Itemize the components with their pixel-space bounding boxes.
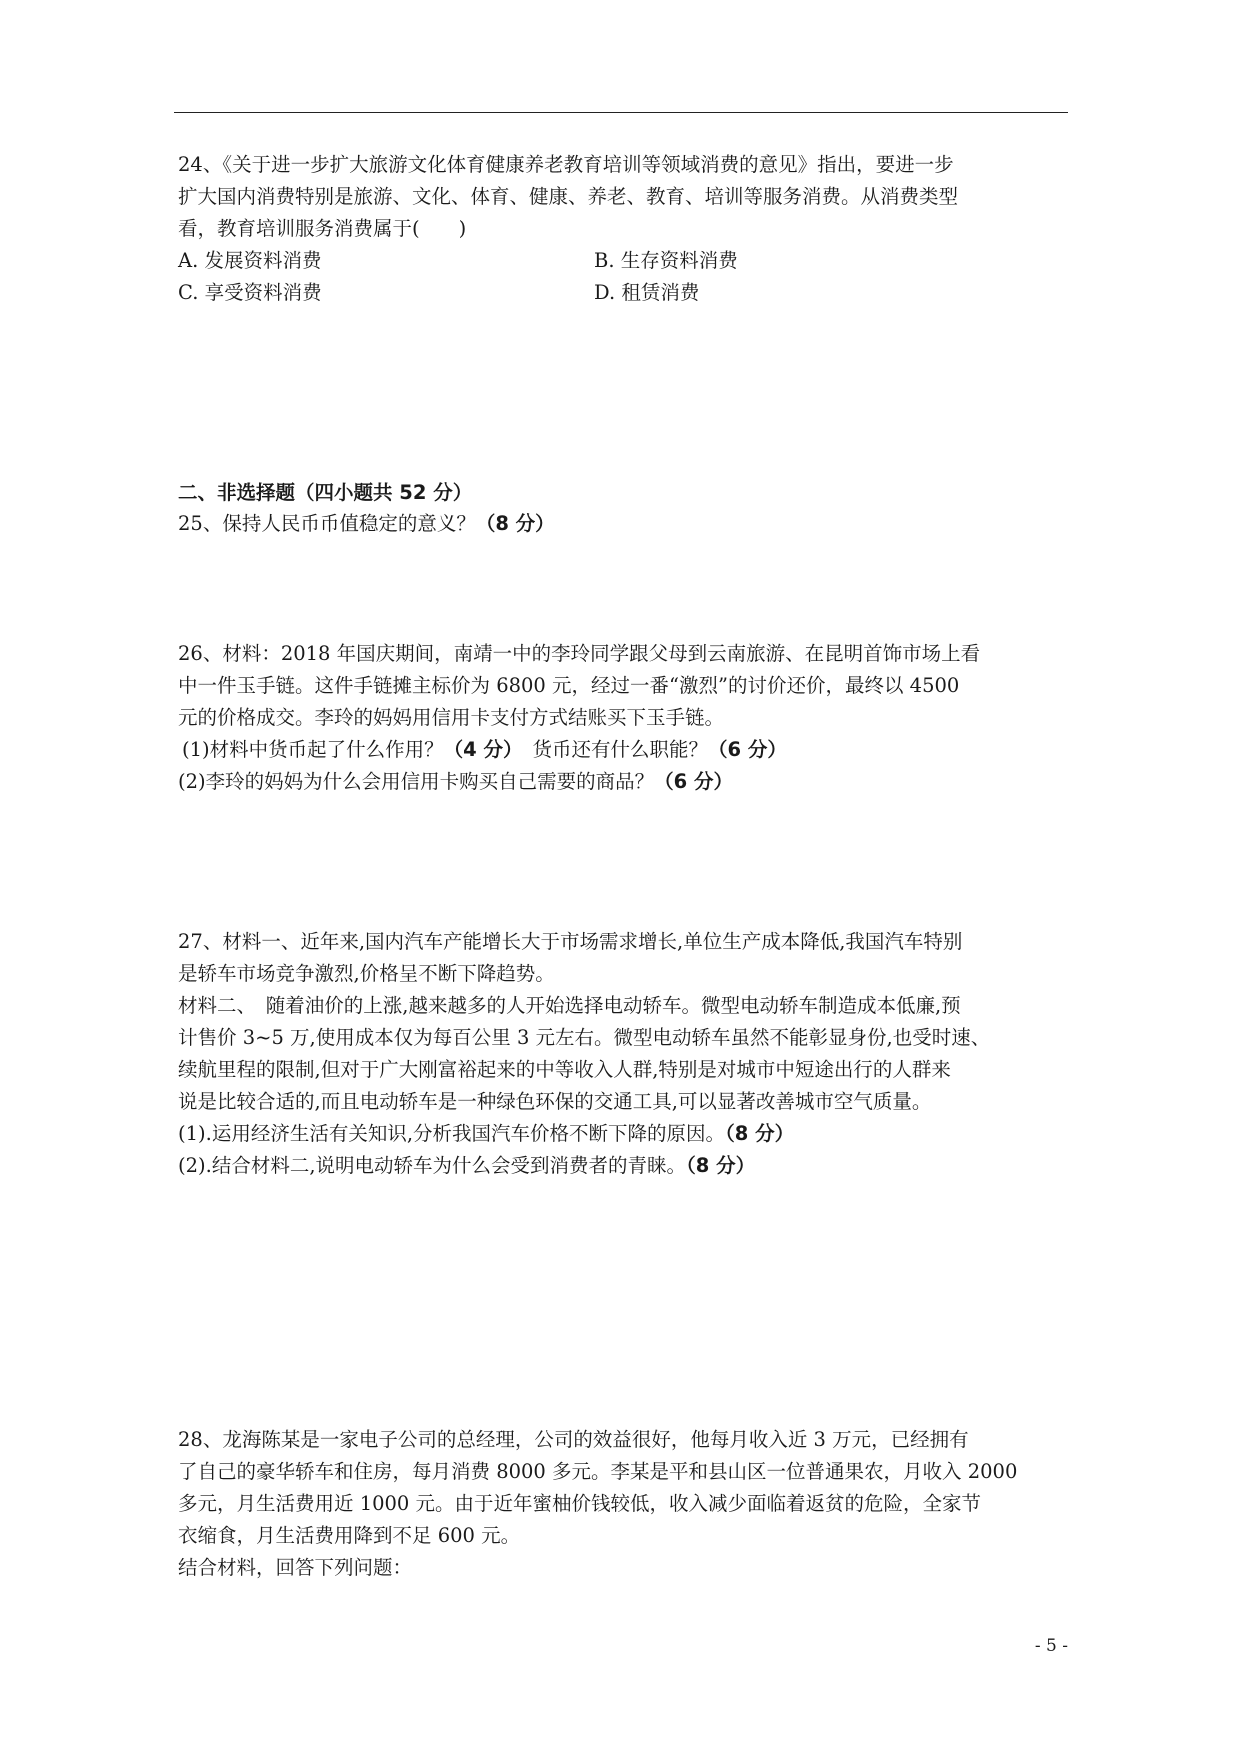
q24-line-1: 24、《关于进一步扩大旅游文化体育健康养老教育培训等领域消费的意见》指出，要进一步 — [178, 153, 954, 176]
q27-line-2: 是轿车市场竞争激烈,价格呈不断下降趋势。 — [178, 962, 555, 985]
q27-line-3: 材料二、 随着油价的上涨,越来越多的人开始选择电动轿车。微型电动轿车制造成本低廉,预 — [178, 994, 961, 1017]
q28-line-2: 了自己的豪华轿车和住房，每月消费 8000 多元。李某是平和县山区一位普通果农，月收入 2000 — [178, 1460, 1018, 1483]
q24-option-c: C. 享受资料消费 — [178, 281, 322, 304]
q27-line-6: 说是比较合适的,而且电动轿车是一种绿色环保的交通工具,可以显著改善城市空气质量。 — [178, 1090, 932, 1113]
q26-sub2-text: (2)李玲的妈妈为什么会用信用卡购买自己需要的商品？ — [178, 770, 655, 793]
q24-option-b: B. 生存资料消费 — [594, 249, 738, 272]
q28-line-5: 结合材料，回答下列问题： — [178, 1556, 413, 1579]
section-heading: 二、非选择题（四小题共 52 分） — [178, 481, 473, 504]
q26-sub1-score: （4 分） — [443, 738, 523, 761]
q26-sub1-text: (1)材料中货币起了什么作用？ — [182, 738, 444, 761]
q26-line-1: 26、材料：2018 年国庆期间，南靖一中的李玲同学跟父母到云南旅游、在昆明首饰市场上看 — [178, 642, 981, 665]
q27-sub1-text: (1).运用经济生活有关知识,分析我国汽车价格不断下降的原因。 — [178, 1122, 726, 1145]
q27-sub-2 — [178, 1151, 755, 1181]
q27-line-1: 27、材料一、近年来,国内汽车产能增长大于市场需求增长,单位生产成本降低,我国汽车特别 — [178, 930, 963, 953]
q26-sub1-score2: （6 分） — [708, 738, 787, 761]
q28-line-1: 28、龙海陈某是一家电子公司的总经理，公司的效益很好，他每月收入近 3 万元，已经拥有 — [178, 1428, 969, 1451]
q24-line-2: 扩大国内消费特别是旅游、文化、体育、健康、养老、教育、培训等服务消费。从消费类型 — [178, 185, 959, 208]
q24-option-a: A. 发展资料消费 — [178, 249, 322, 272]
q27-sub2-score: （8 分） — [686, 1154, 756, 1177]
q27-line-5: 续航里程的限制,但对于广大刚富裕起来的中等收入人群,特别是对城市中短途出行的人群来 — [178, 1058, 951, 1081]
q25-text: 25、保持人民币币值稳定的意义？ — [178, 512, 476, 535]
q27-sub1-score: （8 分） — [725, 1122, 795, 1145]
q26-sub-2 — [178, 767, 733, 797]
q24-line-3: 看，教育培训服务消费属于( ) — [178, 217, 467, 240]
q27-sub2-text: (2).结合材料二,说明电动轿车为什么会受到消费者的青睐。 — [178, 1154, 687, 1177]
q24-option-d: D. 租赁消费 — [594, 281, 700, 304]
q26-line-3: 元的价格成交。李玲的妈妈用信用卡支付方式结账买下玉手链。 — [178, 706, 725, 729]
header-rule — [174, 112, 1068, 113]
q25-question — [178, 509, 555, 539]
page-number: - 5 - — [1034, 1636, 1068, 1656]
q26-sub-1 — [182, 735, 787, 765]
q27-sub-1 — [178, 1119, 794, 1149]
q27-line-4: 计售价 3~5 万,使用成本仅为每百公里 3 元左右。微型电动轿车虽然不能彰显身份,也受时速、 — [178, 1026, 991, 1049]
q26-sub1-text2: 货币还有什么职能？ — [532, 738, 708, 761]
q25-score: （8 分） — [475, 512, 555, 535]
q28-line-3: 多元，月生活费用近 1000 元。由于近年蜜柚价钱较低，收入减少面临着返贫的危险，全家节 — [178, 1492, 982, 1515]
q28-line-4: 衣缩食，月生活费用降到不足 600 元。 — [178, 1524, 521, 1547]
q26-sub2-score: （6 分） — [654, 770, 733, 793]
q26-line-2: 中一件玉手链。这件手链摊主标价为 6800 元，经过一番“激烈”的讨价还价，最终以 4500 — [178, 674, 960, 697]
